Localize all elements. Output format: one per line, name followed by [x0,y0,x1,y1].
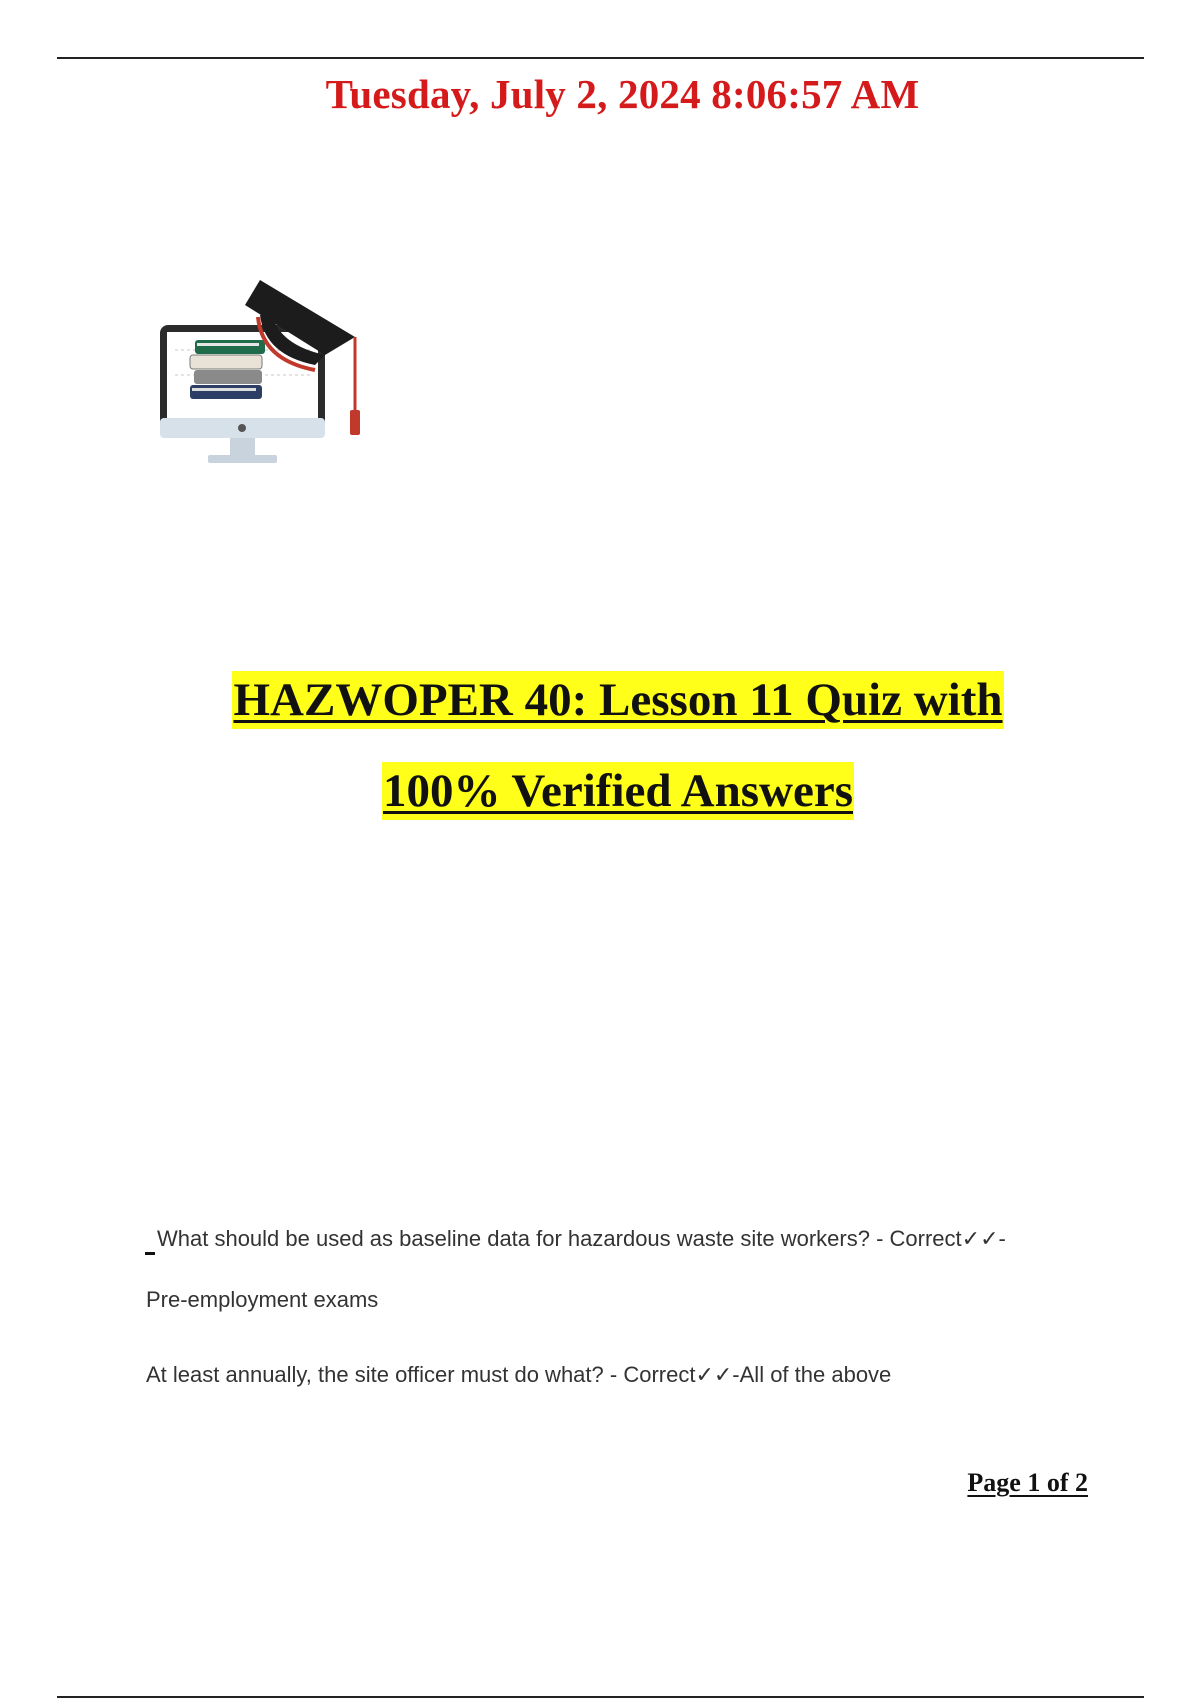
question-1-text: What should be used as baseline data for hazardous waste site workers? - Correct✓✓- [157,1226,1006,1251]
e-learning-graduation-icon [150,275,390,505]
dash-mark [145,1252,155,1255]
question-1 [146,1226,1146,1252]
title-line-1: HAZWOPER 40: Lesson 11 Quiz with [232,671,1003,729]
timestamp: Tuesday, July 2, 2024 8:06:57 AM [325,71,920,117]
answer-1: Pre-employment exams [146,1287,379,1312]
top-rule [57,57,1144,59]
page-number: Page 1 of 2 [967,1468,1088,1497]
document-title [0,655,1200,837]
question-2: At least annually, the site officer must do what? - Correct✓✓-All of the above [146,1362,892,1387]
bottom-rule [57,1696,1144,1698]
title-line-2: 100% Verified Answers [382,762,854,820]
